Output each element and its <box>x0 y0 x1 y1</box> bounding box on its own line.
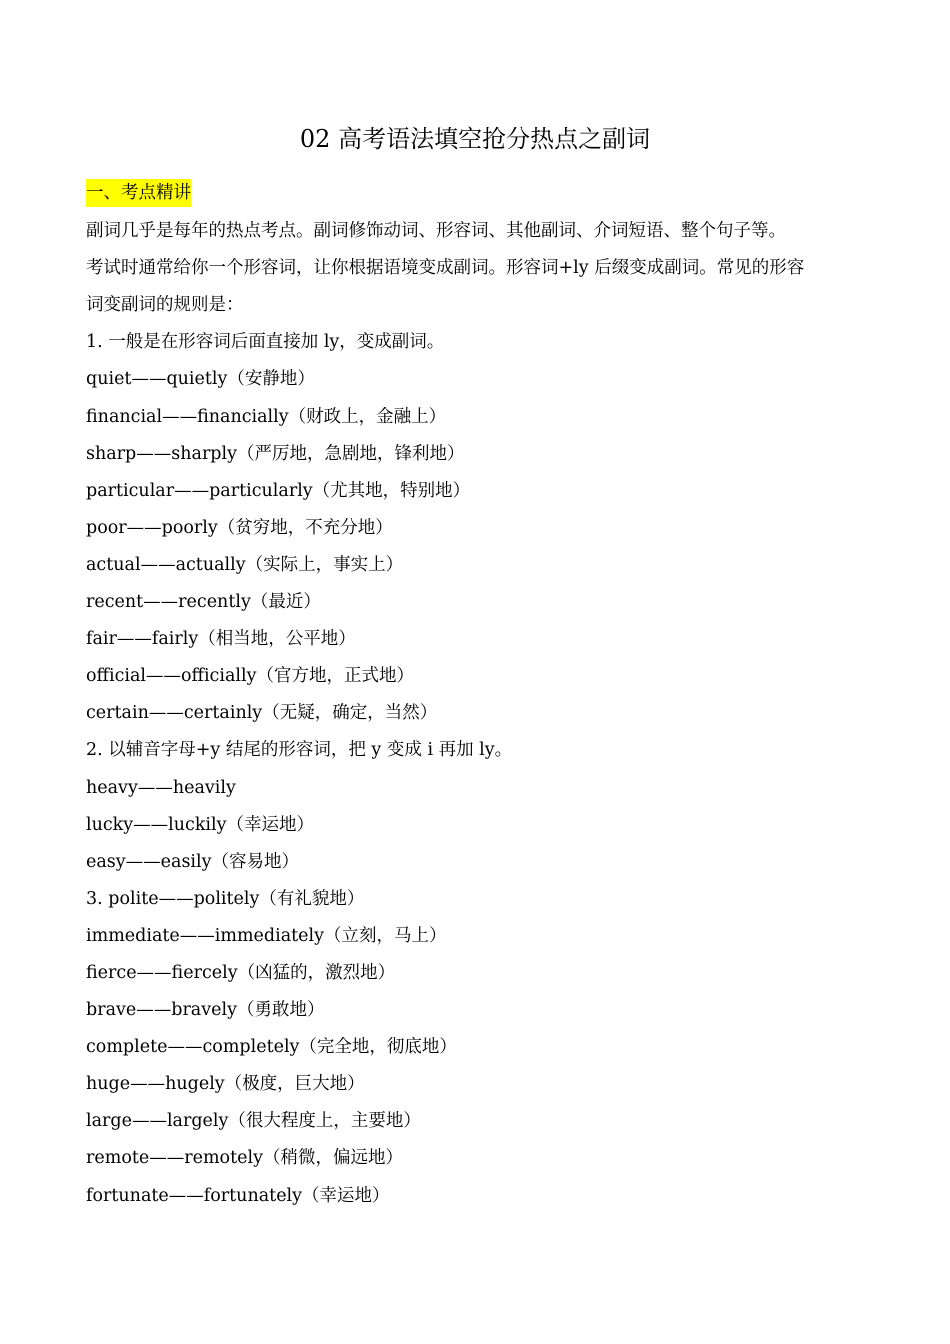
word-pair-line: complete——completely（完全地，彻底地） <box>86 1037 457 1058</box>
word-pair-line: financial——financially（财政上，金融上） <box>86 406 447 427</box>
intro-line: 词变副词的规则是： <box>86 295 244 316</box>
rule-heading: 1. 一般是在形容词后面直接加 ly，变成副词。 <box>86 332 445 353</box>
word-pair-line: heavy——heavily <box>86 777 236 798</box>
word-pair-line: recent——recently（最近） <box>86 592 321 613</box>
word-pair-line: lucky——luckily（幸运地） <box>86 814 315 835</box>
word-pair-line: poor——poorly（贫穷地，不充分地） <box>86 517 393 538</box>
intro-line: 副词几乎是每年的热点考点。副词修饰动词、形容词、其他副词、介词短语、整个句子等。 <box>86 221 786 242</box>
word-pair-line: fortunate——fortunately（幸运地） <box>86 1185 390 1206</box>
document-body <box>86 176 866 1215</box>
word-pair-line: large——largely（很大程度上，主要地） <box>86 1111 421 1132</box>
word-pair-line: fierce——fiercely（凶猛的，激烈地） <box>86 962 396 983</box>
word-pair-line: sharp——sharply（严厉地，急剧地，锋利地） <box>86 443 465 464</box>
word-pair-line: certain——certainly（无疑，确定，当然） <box>86 703 438 724</box>
word-pair-line: fair——fairly（相当地，公平地） <box>86 629 356 650</box>
word-pair-line: particular——particularly（尤其地，特别地） <box>86 480 471 501</box>
page-title: 02 高考语法填空抢分热点之副词 <box>299 125 651 153</box>
section-heading: 一、考点精讲 <box>86 179 191 207</box>
word-pair-line: quiet——quietly（安静地） <box>86 369 315 390</box>
word-pair-line: official——officially（官方地，正式地） <box>86 666 414 687</box>
intro-line: 考试时通常给你一个形容词，让你根据语境变成副词。形容词+ly 后缀变成副词。常见的形容 <box>86 258 805 279</box>
word-pair-line: remote——remotely（稍微，偏远地） <box>86 1148 403 1169</box>
word-pair-line: immediate——immediately（立刻，马上） <box>86 925 447 946</box>
rule-heading: 2. 以辅音字母+y 结尾的形容词，把 y 变成 i 再加 ly。 <box>86 740 513 761</box>
rule-heading: 3. polite——politely（有礼貌地） <box>86 888 365 909</box>
word-pair-line: huge——hugely（极度，巨大地） <box>86 1074 365 1095</box>
word-pair-line: easy——easily（容易地） <box>86 851 300 872</box>
word-pair-line: brave——bravely（勇敢地） <box>86 1000 325 1021</box>
section-heading-row <box>86 176 866 213</box>
word-pair-line: actual——actually（实际上，事实上） <box>86 554 404 575</box>
